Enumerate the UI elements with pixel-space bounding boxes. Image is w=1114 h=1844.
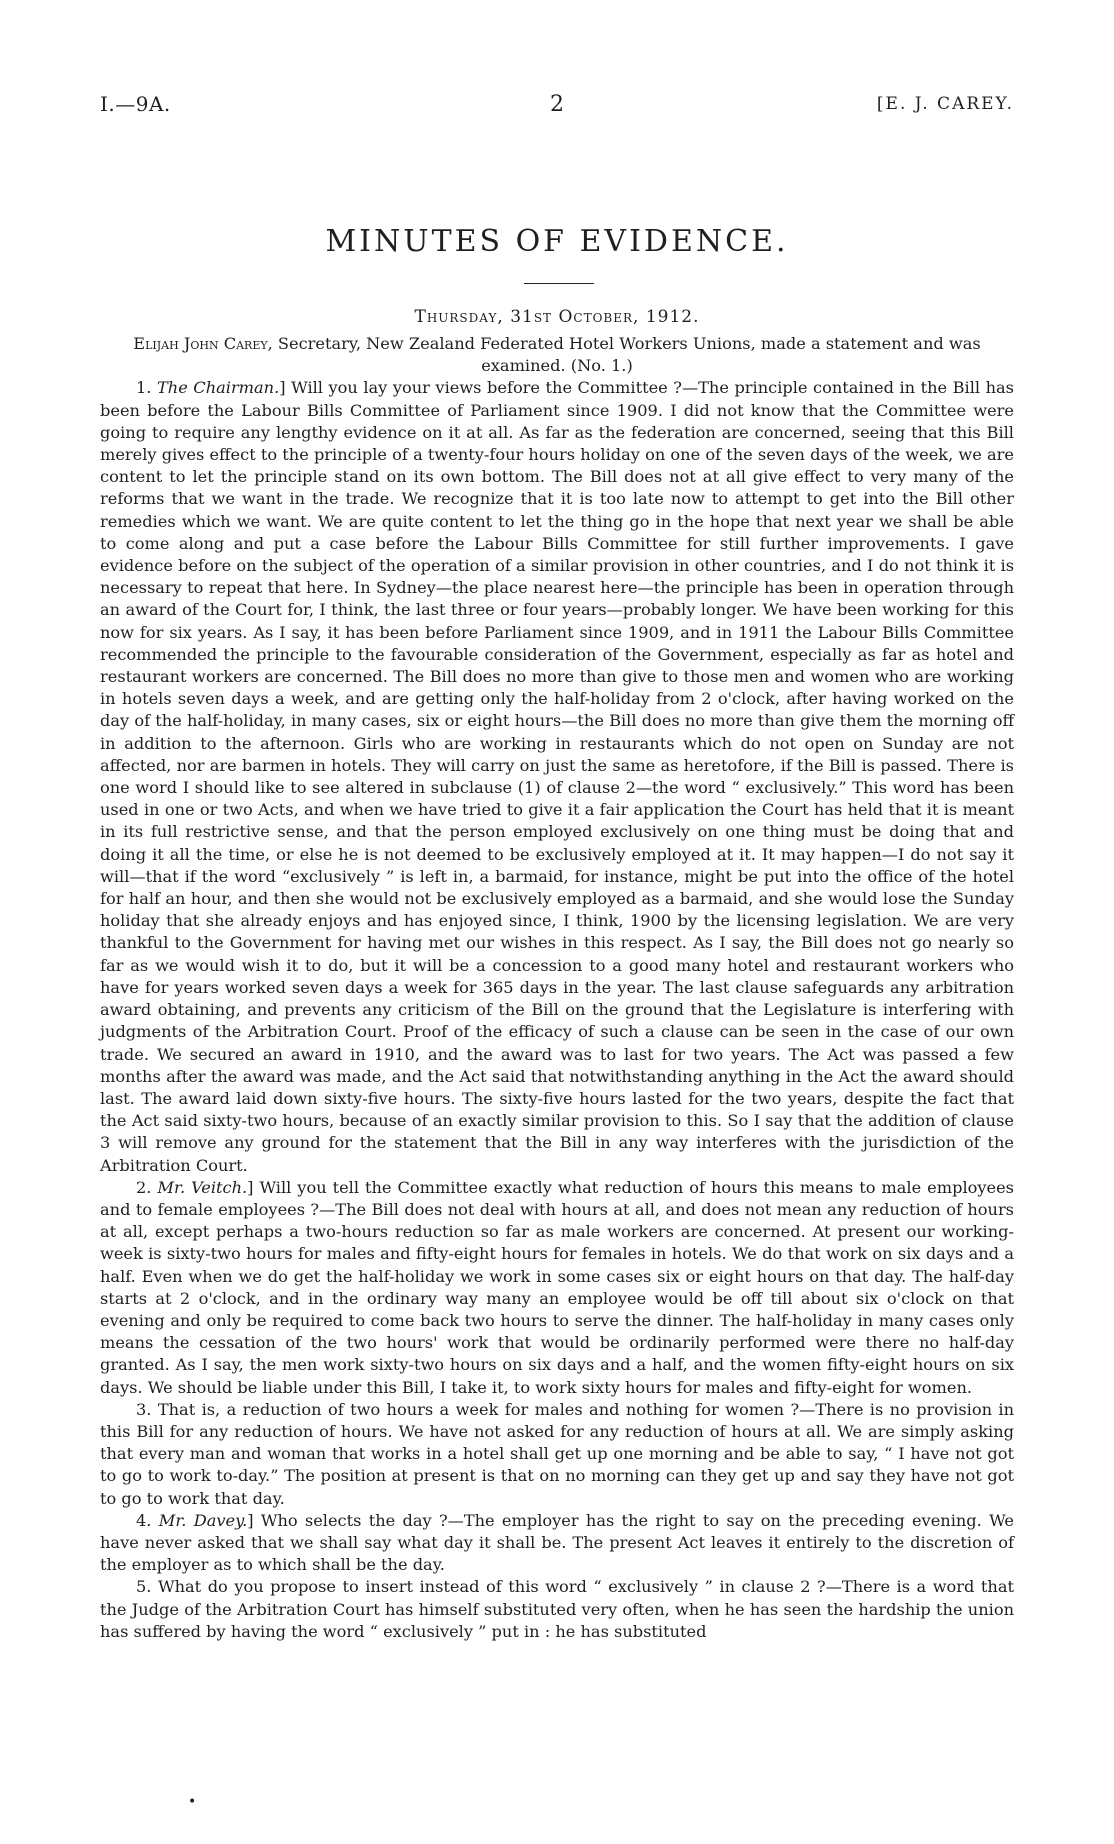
speaker-name: Mr. Veitch.	[157, 1177, 248, 1197]
question-number: 3.	[136, 1399, 152, 1419]
question-answer-text: That is, a reduction of two hours a week for males and nothing for women ?—There is no provision in this Bill for any reduction of hours. We have not asked for any reduction of hours at all. We are simply asking that every man and woman that works in a hotel shall get up one morning and be able to say, “ I have not got to go to work to-day.” The position at present is that on no morning can they get up and say they have not got to go to work that day.	[100, 1399, 1014, 1508]
question-number: 4.	[136, 1510, 152, 1530]
question-answer-text: ] Who selects the day ?—The employer has the right to say on the preceding evening. We have never asked that we shall say what day it shall be. The present Act leaves it entirely to the discretion of the employer as to which shall be the day.	[100, 1510, 1014, 1575]
evidence-paragraph-1	[100, 377, 1014, 1176]
question-number: 1.	[136, 378, 152, 398]
page-number: 2	[550, 92, 564, 117]
speaker-name: The Chairman.	[156, 378, 280, 398]
evidence-body	[100, 333, 1014, 1643]
evidence-paragraph-3	[100, 1399, 1014, 1510]
witness-running-head: [E. J. CAREY.	[876, 94, 1014, 114]
speaker-name: Mr. Davey.	[158, 1510, 248, 1530]
question-number: 5.	[136, 1577, 152, 1597]
witness-introduction	[100, 333, 1014, 377]
question-answer-text: ] Will you tell the Committee exactly what reduction of hours this means to male employees and to female employees ?—The Bill does not deal with hours at all, and does not mean any reduction of hours at all, except perhaps a two-hours reduction so far as male workers are concerned. At present our working-week is sixty-two hours for males and fifty-eight hours for females in hotels. We do that work on six days and a half. Even when we do get the half-holiday we work in some cases six or eight hours on that day. The half-day starts at 2 o'clock, and in the ordinary way many an employee would be off till about six o'clock on that evening and only be required to come back two hours to serve the dinner. The half-holiday in many cases only means the cessation of the two hours' work that would be ordinarily performed were there no half-day granted. As I say, the men work sixty-two hours on six days and a half, and the women fifty-eight hours on six days. We should be liable under this Bill, I take it, to work sixty hours for males and fifty-eight for women.	[100, 1177, 1014, 1397]
question-number: 2.	[136, 1177, 152, 1197]
question-answer-text: ] Will you lay your views before the Committee ?—The principle contained in the Bill has been before the Labour Bills Committee of Parliament since 1909. I did not know that the Committee were going to require any lengthy evidence on it at all. As far as the federation are concerned, seeing that this Bill merely gives effect to the principle of a twenty-four hours holiday on one of the seven days of the week, we are content to let the principle stand on its own bottom. The Bill does not at all give effect to very many of the reforms that we want in the trade. We recognize that it is too late now to attempt to get into the Bill other remedies which we want. We are quite content to let the thing go in the hope that next year we shall be able to come along and put a case before the Labour Bills Committee for still further improvements. I gave evidence before on the subject of the operation of a similar provision in other countries, and I do not think it is necessary to repeat that here. In Sydney—the place nearest here—the principle has been in operation through an award of the Court for, I think, the last three or four years—probably longer. We have been working for this now for six years. As I say, it has been before Parliament since 1909, and in 1911 the Labour Bills Committee recommended the principle to the favourable consideration of the Government, especially as far as hotel and restaurant workers are concerned. The Bill does no more than give to those men and women who are working in hotels seven days a week, and are getting only the half-holiday from 2 o'clock, after having worked on the day of the half-holiday, in many cases, six or eight hours—the Bill does no more than give them the morning off in addition to the afternoon. Girls who are working in restaurants which do not open on Sunday are not affected, nor are barmen in hotels. They will carry on just the same as heretofore, if the Bill is passed. There is one word I should like to see altered in subclause (1) of clause 2—the word “ exclusively.” This word has been used in one or two Acts, and when we have tried to give it a fair application the Court has held that it is meant in its full restrictive sense, and that the person employed exclusively on one thing must be doing that and doing it all the time, or else he is not deemed to be exclusively employed at it. It may happen—I do not say it will—that if the word “exclusively ” is left in, a barmaid, for instance, might be put into the office of the hotel for half an hour, and then she would not be exclusively employed as a barmaid, and she would lose the Sunday holiday that she already enjoys and has enjoyed since, I think, 1900 by the licensing legislation. We are very thankful to the Government for having met our wishes in this respect. As I say, the Bill does not go nearly so far as we would wish it to do, but it will be a concession to a good many hotel and restaurant workers who have for years worked seven days a week for 365 days in the year. The last clause safeguards any arbitration award obtaining, and prevents any criticism of the Bill on the ground that the Legislature is interfering with judgments of the Arbitration Court. Proof of the efficacy of such a clause can be seen in the case of our own trade. We secured an award in 1910, and the award was to last for two years. The Act was passed a few months after the award was made, and the Act said that notwithstanding anything in the Act the award should last. The award laid down sixty-five hours. The sixty-five hours lasted for the two years, despite the fact that the Act said sixty-two hours, because of an exactly similar provision to this. So I say that the addition of clause 3 will remove any ground for the statement that the Bill in any way interferes with the jurisdiction of the Arbitration Court.	[100, 378, 1014, 1175]
paper-reference: I.—9A.	[100, 92, 171, 116]
hearing-date: Thursday, 31st October, 1912.	[414, 307, 700, 327]
witness-name: Elijah John Carey,	[133, 334, 273, 353]
witness-description: Secretary, New Zealand Federated Hotel Workers Unions, made a statement and was examined. (No. 1.)	[272, 334, 981, 376]
page-header	[100, 92, 1014, 122]
evidence-paragraph-4	[100, 1510, 1014, 1577]
evidence-paragraph-5	[100, 1576, 1014, 1643]
evidence-paragraph-2	[100, 1177, 1014, 1399]
title-divider	[524, 283, 594, 284]
ink-speck: •	[188, 1794, 197, 1810]
question-answer-text: What do you propose to insert instead of this word “ exclusively ” in clause 2 ?—There is a word that the Judge of the Arbitration Court has himself substituted very often, when he has seen the hardship the union has suffered by having the word “ exclusively ” put in : he has substituted	[100, 1577, 1014, 1641]
page-title: MINUTES OF EVIDENCE.	[325, 224, 789, 259]
